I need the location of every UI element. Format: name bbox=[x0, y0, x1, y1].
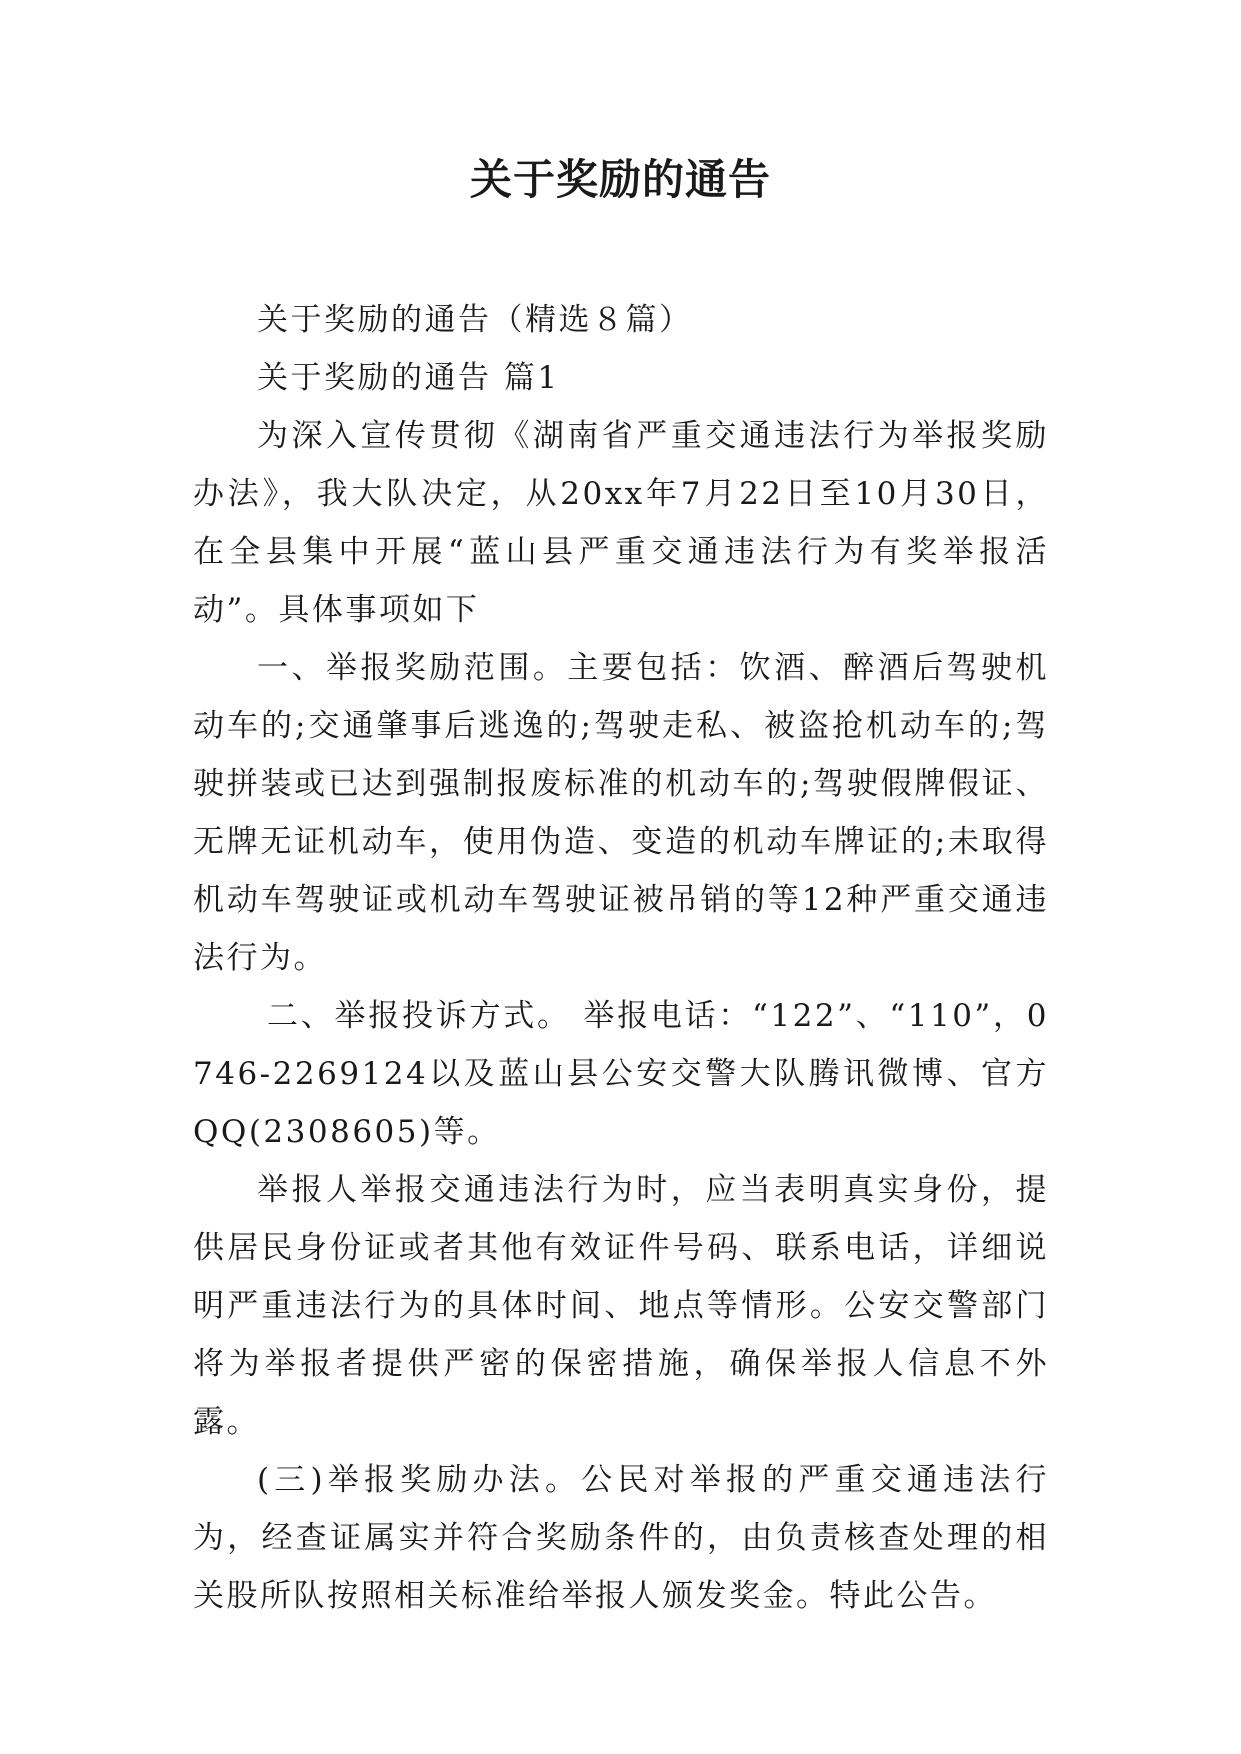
document-body bbox=[193, 291, 1049, 1625]
intro-paragraph: 为深入宣传贯彻《湖南省严重交通违法行为举报奖励办法》，我大队决定，从20xx年7月22日至10月30日，在全县集中开展“蓝山县严重交通违法行为有奖举报活动”。具体事项如下 bbox=[193, 418, 1049, 628]
report-method-paragraph: 二、举报投诉方式。 举报电话：“122”、“110”，0746-2269124以及蓝山县公安交警大队腾讯微博、官方QQ(2308605)等。 bbox=[193, 998, 1049, 1150]
reward-method-paragraph: (三)举报奖励办法。公民对举报的严重交通违法行为，经查证属实并符合奖励条件的，由负责核查处理的相关股所队按照相关标准给举报人颁发奖金。特此公告。 bbox=[193, 1462, 1049, 1614]
document-title: 关于奖励的通告 bbox=[469, 155, 771, 204]
reporter-requirements-paragraph: 举报人举报交通违法行为时，应当表明真实身份，提供居民身份证或者其他有效证件号码、联系电话，详细说明严重违法行为的具体时间、地点等情形。公安交警部门将为举报者提供严密的保密措施，确保举报人信息不外露。 bbox=[193, 1172, 1049, 1440]
section-heading: 关于奖励的通告 篇1 bbox=[257, 360, 560, 396]
subtitle-paragraph: 关于奖励的通告（精选８篇） bbox=[257, 302, 693, 338]
reward-scope-paragraph: 一、举报奖励范围。主要包括：饮酒、醉酒后驾驶机动车的;交通肇事后逃逸的;驾驶走私、被盗抢机动车的;驾驶拼装或已达到强制报废标准的机动车的;驾驶假牌假证、无牌无证机动车，使用伪造、变造的机动车牌证的;未取得机动车驾驶证或机动车驾驶证被吊销的等12种严重交通违法行为。 bbox=[193, 650, 1049, 976]
